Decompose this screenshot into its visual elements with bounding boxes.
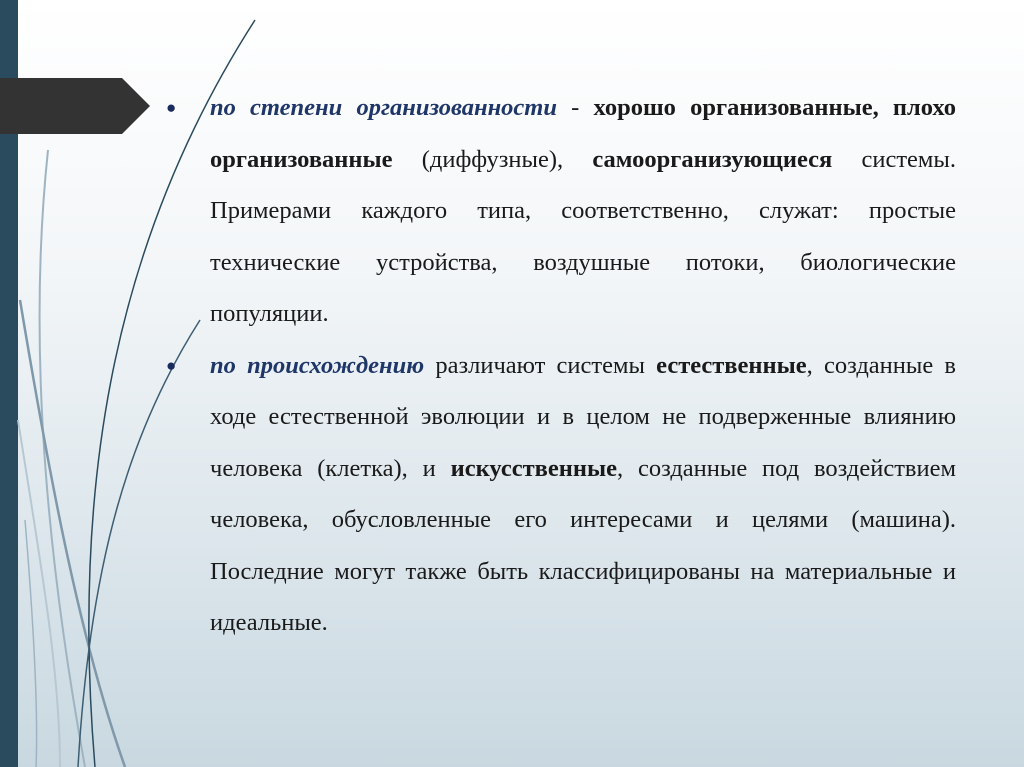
bullet-icon: ● bbox=[166, 355, 177, 375]
item-text: системы. Примерами каждого типа, соответственно, служат: простые технические устройства, воздушные потоки, биологические популяции. bbox=[210, 145, 957, 327]
slide-content bbox=[166, 82, 956, 649]
item-text: (диффузные), bbox=[392, 145, 593, 173]
slide-tab-arrow bbox=[0, 78, 150, 134]
bullet-icon: ● bbox=[166, 98, 177, 117]
item-text: - bbox=[557, 94, 594, 121]
item-bold-text: естественные bbox=[656, 351, 807, 379]
item-bold-text: искусственные bbox=[450, 454, 617, 482]
item-term: по степени организованности bbox=[210, 94, 557, 121]
item-bold-text: хорошо организованные, плохо организованные bbox=[210, 94, 956, 173]
item-text: различают системы bbox=[424, 351, 657, 379]
item-text: , созданные в ходе естественной эволюции и в целом не подверженные влиянию человека (клетка), и bbox=[210, 351, 956, 482]
item-term: по происхождению bbox=[210, 351, 425, 379]
item-text: , созданные под воздействием человека, обусловленные его интересами и целями (машина). Последние могут также быть классифицированы на материальные и идеальные. bbox=[210, 454, 956, 636]
list-item bbox=[166, 340, 956, 649]
item-bold-text: самоорганизующиеся bbox=[592, 145, 833, 173]
list-item bbox=[166, 82, 956, 340]
